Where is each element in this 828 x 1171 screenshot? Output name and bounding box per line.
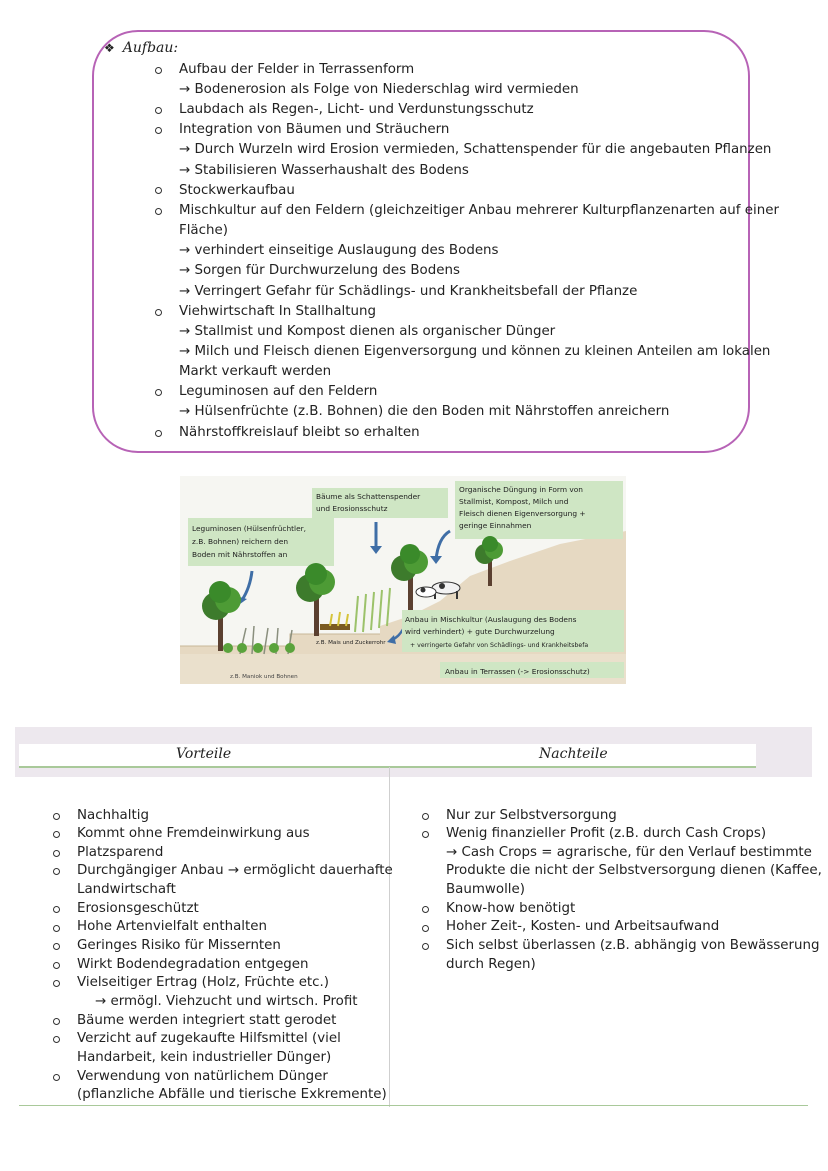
diagram-dung-label-3: Fleisch dienen Eigenversorgung +: [459, 509, 586, 518]
vorteil-item: Platzsparend: [77, 845, 164, 860]
diagram-legum-label-3: Boden mit Nährstoffen an: [192, 550, 288, 559]
aufbau-line: → Durch Wurzeln wird Erosion vermieden, Schattenspender für die angebauten Pflanzen: [179, 142, 772, 157]
bullet-circle-icon: [53, 813, 60, 820]
bullet-circle-icon: [155, 309, 162, 316]
diagram-dung-label-2: Stallmist, Kompost, Milch und: [459, 497, 569, 506]
bullet-circle-icon: [53, 831, 60, 838]
diagram-maniok-label: z.B. Maniok und Bohnen: [230, 674, 298, 680]
nachteil-item: → Cash Crops = agrarische, für den Verlauf bestimmte: [446, 845, 812, 860]
aufbau-line: Stockwerkaufbau: [179, 183, 295, 198]
bullet-circle-icon: [53, 962, 60, 969]
bullet-circle-icon: [53, 906, 60, 913]
aufbau-line: Aufbau der Felder in Terrassenform: [179, 62, 415, 77]
diamond-bullet-icon: ❖: [104, 41, 115, 55]
bullet-circle-icon: [422, 925, 429, 932]
aufbau-line: Viehwirtschaft In Stallhaltung: [179, 304, 376, 319]
bullet-circle-icon: [422, 943, 429, 950]
nachteil-item: Hoher Zeit-, Kosten- und Arbeitsaufwand: [446, 919, 720, 934]
aufbau-line: → Verringert Gefahr für Schädlings- und Krankheitsbefall der Pflanze: [179, 284, 638, 299]
agroforestry-diagram: [180, 476, 626, 684]
vorteil-item: Geringes Risiko für Missernten: [77, 938, 281, 953]
diagram-mais-label: z.B. Mais und Zuckerrohr: [316, 640, 386, 646]
bullet-circle-icon: [155, 127, 162, 134]
bullet-circle-icon: [155, 389, 162, 396]
table-bottom-line: [19, 1105, 808, 1106]
vorteil-item: Kommt ohne Fremdeinwirkung aus: [77, 826, 310, 841]
table-divider: [389, 767, 390, 1107]
bullet-circle-icon: [53, 1074, 60, 1081]
nachteil-item: durch Regen): [446, 957, 536, 972]
bullet-circle-icon: [422, 813, 429, 820]
vorteil-item: Erosionsgeschützt: [77, 901, 199, 916]
diagram-dung-label-1: Organische Düngung in Form von: [459, 485, 583, 494]
bullet-circle-icon: [53, 868, 60, 875]
diagram-dung-label-4: geringe Einnahmen: [459, 521, 532, 530]
aufbau-line: Fläche): [179, 223, 228, 238]
nachteil-item: Sich selbst überlassen (z.B. abhängig von Bewässerung: [446, 938, 820, 953]
aufbau-line: → Sorgen für Durchwurzelung des Bodens: [179, 263, 460, 278]
vorteil-item: (pflanzliche Abfälle und tierische Exkremente): [77, 1087, 387, 1102]
aufbau-line: → Bodenerosion als Folge von Niederschlag wird vermieden: [179, 82, 579, 97]
vorteil-item: Handarbeit, kein industrieller Dünger): [77, 1050, 332, 1065]
bullet-circle-icon: [53, 943, 60, 950]
bullet-circle-icon: [155, 430, 162, 437]
aufbau-heading: [104, 40, 178, 56]
bullet-circle-icon: [422, 831, 429, 838]
aufbau-line: Mischkultur auf den Feldern (gleichzeitiger Anbau mehrerer Kulturpflanzenarten auf einer: [179, 203, 779, 218]
aufbau-line: → Stabilisieren Wasserhaushalt des Bodens: [179, 163, 469, 178]
vorteile-header: Vorteile: [176, 746, 232, 762]
bullet-circle-icon: [53, 850, 60, 857]
bullet-circle-icon: [422, 906, 429, 913]
bullet-circle-icon: [155, 187, 162, 194]
vorteil-item: Durchgängiger Anbau → ermöglicht dauerhafte: [77, 863, 393, 878]
aufbau-line: Laubdach als Regen-, Licht- und Verdunstungsschutz: [179, 102, 534, 117]
nachteil-item: Wenig finanzieller Profit (z.B. durch Cash Crops): [446, 826, 767, 841]
nachteil-item: Nur zur Selbstversorgung: [446, 808, 617, 823]
aufbau-line: Integration von Bäumen und Sträuchern: [179, 122, 450, 137]
aufbau-line: Nährstoffkreislauf bleibt so erhalten: [179, 425, 420, 440]
vorteil-item: Verzicht auf zugekaufte Hilfsmittel (viel: [77, 1031, 341, 1046]
table-header-bar: [19, 744, 756, 768]
bullet-circle-icon: [53, 925, 60, 932]
bullet-circle-icon: [53, 1036, 60, 1043]
aufbau-line: → Milch und Fleisch dienen Eigenversorgung und können zu kleinen Anteilen am lokalen: [179, 344, 771, 359]
aufbau-line: → verhindert einseitige Auslaugung des Bodens: [179, 243, 499, 258]
diagram-legum-label-2: z.B. Bohnen) reichern den: [192, 537, 289, 546]
bullet-circle-icon: [155, 208, 162, 215]
diagram-legum-label-1: Leguminosen (Hülsenfrüchtler,: [192, 524, 307, 533]
diagram-misch-label-1: Anbau in Mischkultur (Auslaugung des Bodens: [405, 615, 577, 624]
vorteil-item: Vielseitiger Ertrag (Holz, Früchte etc.): [77, 975, 330, 990]
vorteil-item: Verwendung von natürlichem Dünger: [77, 1069, 328, 1084]
bullet-circle-icon: [155, 67, 162, 74]
diagram-misch-label-2: wird verhindert) + gute Durchwurzelung: [405, 627, 555, 636]
vorteil-item: Bäume werden integriert statt gerodet: [77, 1013, 337, 1028]
vorteil-item: Landwirtschaft: [77, 882, 176, 897]
vorteil-item: → ermögl. Viehzucht und wirtsch. Profit: [95, 994, 358, 1009]
bullet-circle-icon: [155, 107, 162, 114]
diagram-trees-label-1: Bäume als Schattenspender: [316, 492, 421, 501]
aufbau-line: Leguminosen auf den Feldern: [179, 384, 378, 399]
diagram-misch-label-3: + verringerte Gefahr von Schädlings- und Krankheitsbefa: [410, 642, 589, 649]
vorteil-item: Wirkt Bodendegradation entgegen: [77, 957, 309, 972]
aufbau-line: → Stallmist und Kompost dienen als organischer Dünger: [179, 324, 556, 339]
nachteil-item: Produkte die nicht der Selbstversorgung dienen (Kaffee,: [446, 863, 822, 878]
nachteile-header: Nachteile: [539, 746, 608, 762]
vorteil-item: Nachhaltig: [77, 808, 149, 823]
diagram-trees-label-2: und Erosionsschutz: [316, 504, 388, 513]
diagram-terrassen-label: Anbau in Terrassen (-> Erosionsschutz): [445, 667, 590, 676]
bullet-circle-icon: [53, 1018, 60, 1025]
aufbau-title: Aufbau:: [122, 40, 179, 56]
vorteil-item: Hohe Artenvielfalt enthalten: [77, 919, 267, 934]
aufbau-line: → Hülsenfrüchte (z.B. Bohnen) die den Boden mit Nährstoffen anreichern: [179, 404, 670, 419]
aufbau-line: Markt verkauft werden: [179, 364, 332, 379]
nachteil-item: Know-how benötigt: [446, 901, 576, 916]
bullet-circle-icon: [53, 980, 60, 987]
nachteil-item: Baumwolle): [446, 882, 525, 897]
